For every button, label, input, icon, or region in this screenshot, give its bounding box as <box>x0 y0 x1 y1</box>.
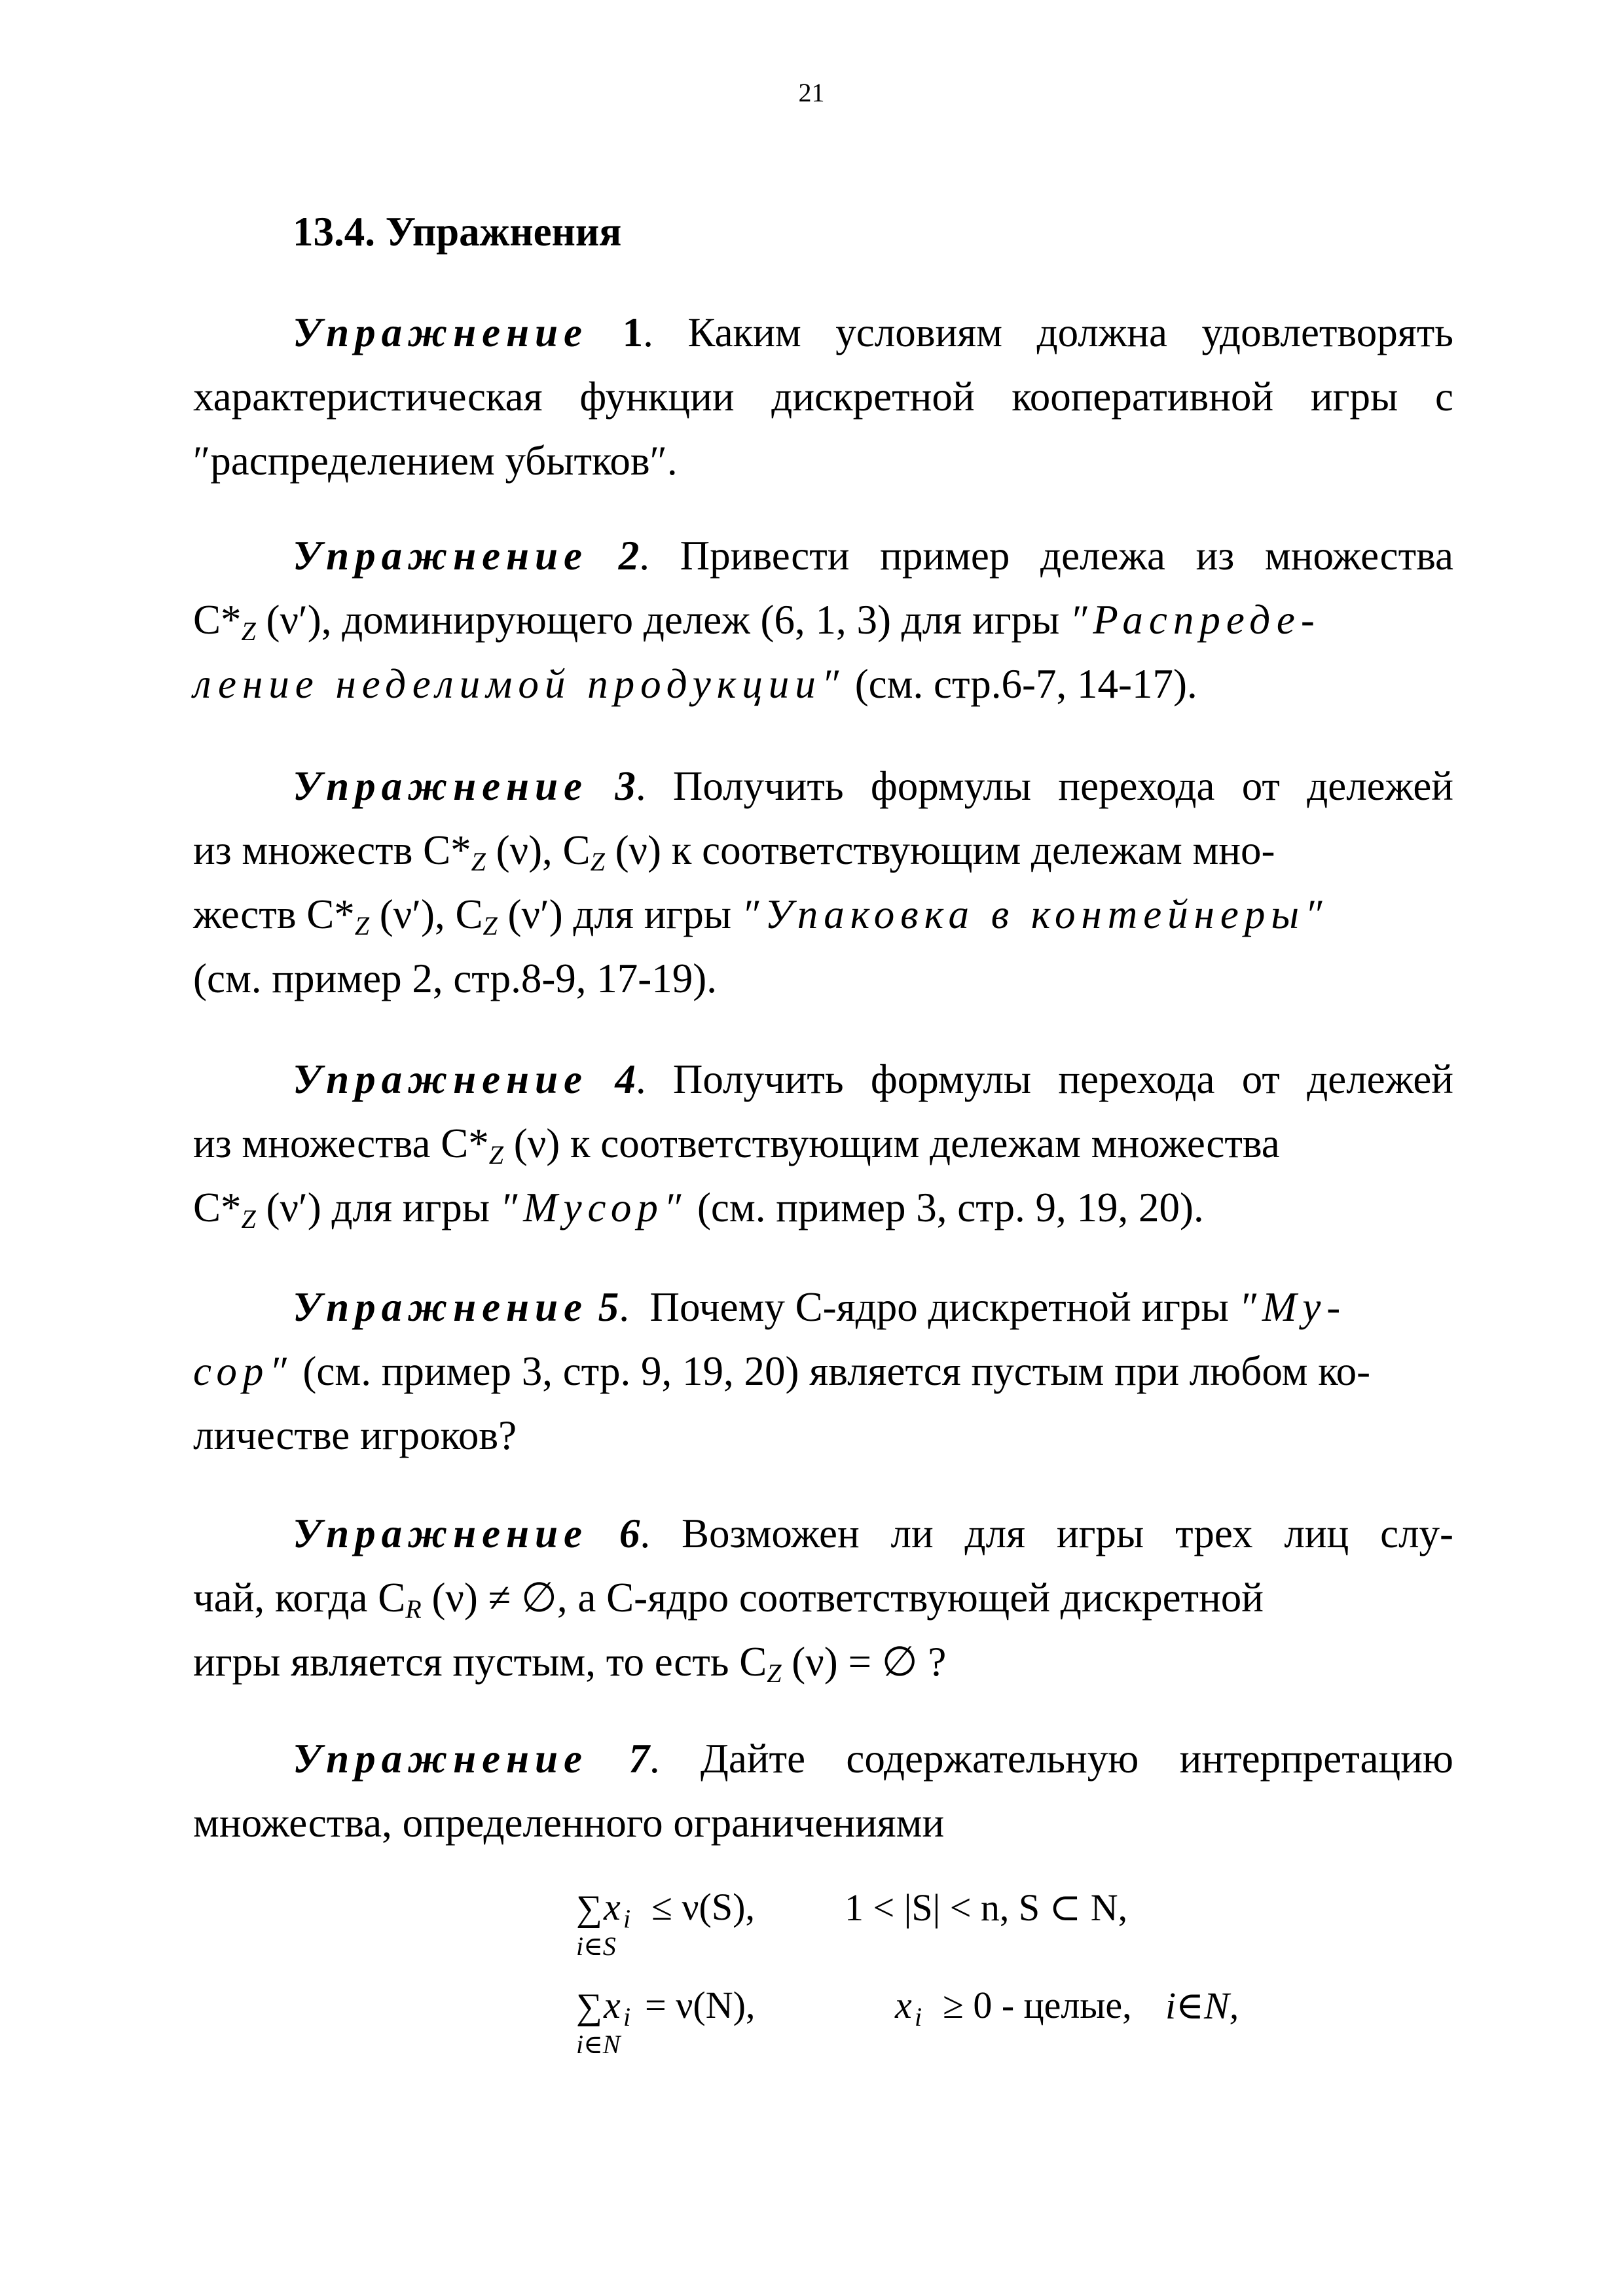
exercise-text: Получить формулы перехода от дележей <box>672 1056 1454 1102</box>
exercise-heading: Упражнение <box>293 310 589 355</box>
math-relation: = ν(N), <box>645 1984 756 2026</box>
exercise-2 <box>193 524 1453 716</box>
exercise-text: жеств C* <box>193 891 355 937</box>
exercise-text: из множеств C* <box>193 827 471 873</box>
exercise-number: 3 <box>615 763 636 809</box>
sum-symbol: ∑ <box>576 1888 602 1929</box>
exercise-1 <box>193 300 1453 493</box>
math-subscript: Z <box>488 1140 503 1170</box>
exercise-heading: Упражнение <box>293 533 589 579</box>
exercise-text: (ν′), C <box>369 891 483 937</box>
exercise-7 <box>193 1727 1453 1855</box>
exercise-text: (см. стр.6-7, 14-17). <box>844 661 1197 707</box>
exercise-6-line-1: Упражнение 6. Возможен ли для игры трех лиц слу- <box>293 1511 1454 1556</box>
math-subscript: Z <box>354 911 369 941</box>
exercise-1-line-2: характеристическая функции дискретной кооперативной игры с <box>193 374 1453 420</box>
exercise-heading: Упражнение <box>293 1056 589 1102</box>
math-subscript: R <box>405 1594 422 1624</box>
exercise-text: Получить формулы перехода от дележей <box>672 763 1454 809</box>
exercise-7-line-2: множества, определенного ограничениями <box>193 1800 945 1846</box>
math-subscript: Z <box>483 911 498 941</box>
exercise-4-line-3 <box>193 1175 1453 1240</box>
exercise-3-line-2 <box>193 818 1453 882</box>
exercise-text: Дайте содержательную интерпретацию <box>700 1736 1453 1782</box>
exercise-text: Каким условиям должна удовлетворять <box>687 310 1453 355</box>
math-relation: ≤ ν(S), <box>651 1886 755 1928</box>
exercise-7-line-1: Упражнение 7. Дайте содержательную интерпретацию <box>293 1736 1453 1782</box>
exercise-2-line-1: Упражнение 2. Привести пример дележа из множества <box>293 533 1454 579</box>
exercise-text: игры является пустым, то есть C <box>193 1639 767 1685</box>
exercise-heading: Упражнение <box>293 1511 589 1556</box>
math-subscript: i <box>915 2002 922 2032</box>
math-variable: x <box>604 1886 621 1928</box>
game-name: ″Распреде- <box>1070 597 1321 643</box>
exercise-text: (см. пример 3, стр. 9, 19, 20) является пустым при любом ко- <box>292 1348 1371 1394</box>
page-number: 21 <box>798 78 825 107</box>
exercise-heading: Упражнение <box>293 763 589 809</box>
exercise-text: (см. пример 3, стр. 9, 19, 20). <box>687 1185 1204 1230</box>
exercise-2-line-2 <box>193 588 1453 652</box>
exercise-heading: Упражнение <box>293 1736 589 1782</box>
exercise-1-line-1: Упражнение 1. Каким условиям должна удовлетворять <box>293 310 1453 355</box>
math-subscript: Z <box>241 617 256 646</box>
exercise-6 <box>193 1501 1453 1694</box>
game-name: сор″ <box>193 1348 293 1394</box>
math-c-star: C* <box>193 597 242 643</box>
sum-index: i∈N <box>576 2030 621 2059</box>
exercise-6-line-2 <box>193 1566 1453 1630</box>
exercise-3-line-3 <box>193 882 1453 946</box>
exercise-text: (ν) к соответствующим дележам мно- <box>604 827 1275 873</box>
sum-symbol: ∑ <box>576 1986 602 2027</box>
math-c-star: C* <box>193 1185 242 1230</box>
exercise-number: 1 <box>622 310 644 355</box>
exercise-5-line-3: личестве игроков? <box>193 1412 517 1458</box>
math-variable: x <box>604 1984 621 2026</box>
exercise-6-line-3 <box>193 1630 1453 1694</box>
exercise-text: Привести пример дележа из множества <box>680 533 1454 579</box>
exercise-5-line-2 <box>193 1339 1453 1403</box>
exercise-3-line-1: Упражнение 3. Получить формулы перехода от дележей <box>293 763 1454 809</box>
exercise-heading: Упражнение <box>293 1284 589 1330</box>
game-name: ″Му- <box>1239 1284 1347 1330</box>
exercise-text: (ν′) для игры <box>255 1185 500 1230</box>
exercise-text: Возможен ли для игры трех лиц слу- <box>682 1511 1454 1556</box>
math-subscript: i <box>623 2002 631 2032</box>
math-subscript: i <box>623 1904 631 1933</box>
exercise-4-line-1: Упражнение 4. Получить формулы перехода от дележей <box>293 1056 1454 1102</box>
exercise-number: 7 <box>629 1736 649 1782</box>
exercise-1-line-3: ″распределением убытков″. <box>193 438 678 484</box>
math-condition: ≥ 0 - целые, <box>943 1984 1132 2026</box>
exercise-4 <box>193 1047 1453 1240</box>
exercise-text: чай, когда C <box>193 1575 406 1621</box>
exercise-5-line-1: Упражнение 5. Почему C-ядро дискретной игры ″Му- <box>293 1284 1347 1330</box>
exercise-text: (ν′) для игры <box>497 891 742 937</box>
math-condition: i∈N, <box>1165 1984 1239 2027</box>
exercise-text: (ν) = ∅ ? <box>781 1639 947 1685</box>
exercise-text: (ν) к соответствующим дележам множества <box>503 1121 1280 1166</box>
game-name: ″Мусор″ <box>500 1185 687 1230</box>
exercise-number: 5 <box>598 1284 619 1330</box>
math-variable: x <box>895 1984 912 2026</box>
math-subscript: Z <box>241 1204 256 1234</box>
exercise-number: 2 <box>618 533 640 579</box>
exercise-text: из множества C* <box>193 1121 489 1166</box>
exercise-3 <box>193 754 1453 1011</box>
exercise-text: (ν′), доминирующего дележ (6, 1, 3) для игры <box>255 597 1070 643</box>
math-subscript: Z <box>767 1659 782 1688</box>
exercise-5 <box>193 1275 1453 1467</box>
section-title: 13.4. Упражнения <box>293 209 622 255</box>
exercise-4-line-2 <box>193 1111 1453 1175</box>
sum-index: i∈S <box>576 1931 616 1961</box>
exercise-2-line-3 <box>193 652 1453 716</box>
game-name: ление неделимой продукции″ <box>193 661 845 707</box>
exercise-text: (ν), C <box>485 827 591 873</box>
game-name: ″Упаковка в контейнеры″ <box>741 891 1328 937</box>
math-subscript: Z <box>471 847 486 876</box>
exercise-text: (ν) ≠ ∅, а C-ядро соответствующей дискретной <box>421 1575 1264 1621</box>
exercise-text: Почему C-ядро дискретной игры <box>649 1284 1239 1330</box>
exercise-3-line-4: (см. пример 2, стр.8-9, 17-19). <box>193 956 718 1001</box>
math-condition: 1 < |S| < n, S ⊂ N, <box>845 1886 1128 1929</box>
exercise-number: 4 <box>615 1056 636 1102</box>
exercise-number: 6 <box>619 1511 640 1556</box>
math-subscript: Z <box>590 847 605 876</box>
